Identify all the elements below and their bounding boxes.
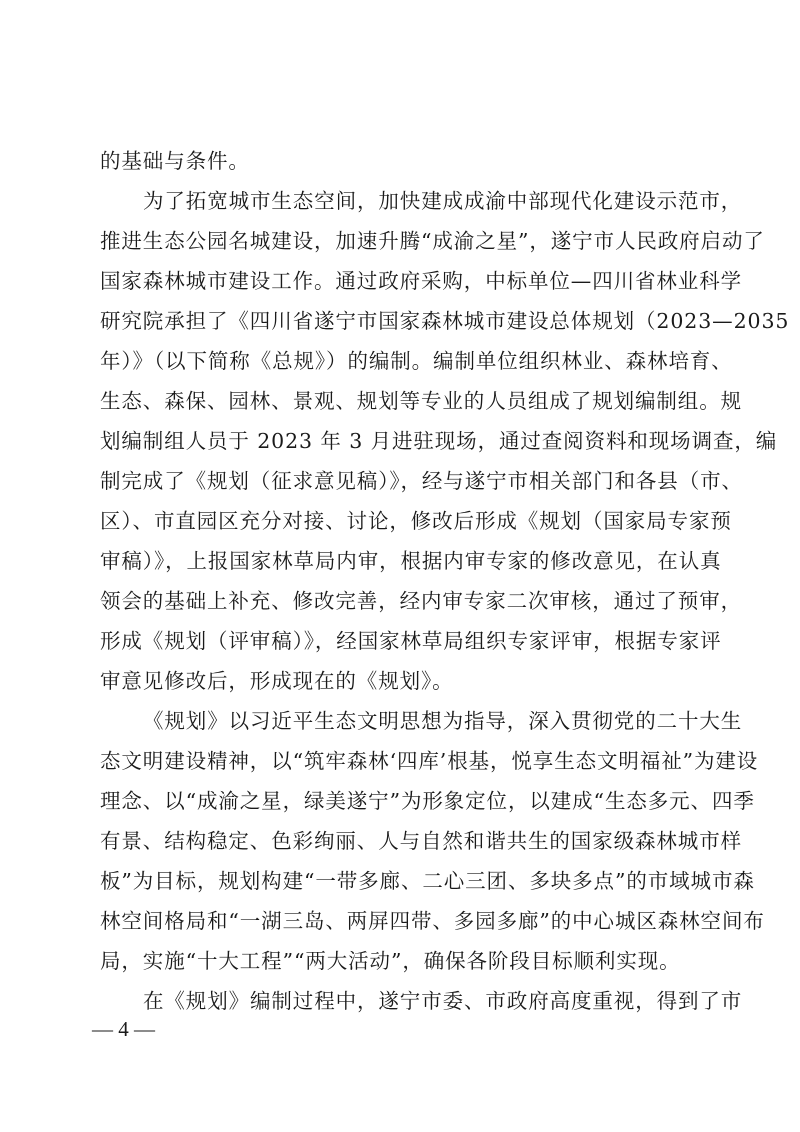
text-line: 板”为目标，规划构建“一带多廊、二心三团、多块多点”的市域城市森: [100, 869, 755, 893]
text-line: 划编制组人员于 2023 年 3 月进驻现场，通过查阅资料和现场调查，编: [100, 429, 778, 453]
paragraph-plan-summary: [100, 706, 765, 986]
text-line: 制完成了《规划（征求意见稿）》，经与遂宁市相关部门和各县（市、: [100, 469, 743, 493]
page-number: — 4 —: [92, 1017, 155, 1041]
text-line: 审意见修改后，形成现在的《规划》。: [100, 669, 454, 693]
text-line: 国家森林城市建设工作。通过政府采购，中标单位—四川省林业科学: [100, 269, 742, 293]
text-line: 有景、结构稳定、色彩绚丽、人与自然和谐共生的国家级森林城市样: [100, 829, 742, 853]
text-line: 在《规划》编制过程中，遂宁市委、市政府高度重视，得到了市: [143, 989, 743, 1013]
text-line: 的基础与条件。: [100, 149, 250, 173]
paragraph-background: [100, 186, 790, 706]
text-line: 领会的基础上补充、修改完善，经内审专家二次审核，通过了预审，: [100, 589, 742, 613]
paragraph-acknowledgement: [100, 986, 743, 1026]
text-line: 生态、森保、园林、景观、规划等专业的人员组成了规划编制组。规: [100, 389, 742, 413]
text-line: 区）、市直园区充分对接、讨论，修改后形成《规划（国家局专家预: [100, 509, 732, 533]
document-page: [100, 146, 790, 1026]
text-line: 研究院承担了《四川省遂宁市国家森林城市建设总体规划（2023—2035: [100, 309, 790, 333]
paragraph-continuation: [100, 146, 702, 186]
text-line: 为了拓宽城市生态空间，加快建成成渝中部现代化建设示范市，: [143, 189, 743, 213]
text-line: 局，实施“十大工程”“两大活动”，确保各阶段目标顺利实现。: [100, 949, 681, 973]
text-line: 态文明建设精神，以“筑牢森林‘四库’根基，悦享生态文明福祉”为建设: [100, 749, 759, 773]
text-line: 审稿）》，上报国家林草局内审，根据内审专家的修改意见，在认真: [100, 549, 722, 573]
text-line: 推进生态公园名城建设，加速升腾“成渝之星”，遂宁市人民政府启动了: [100, 229, 765, 253]
text-line: 《规划》以习近平生态文明思想为指导，深入贯彻党的二十大生: [143, 709, 743, 733]
text-line: 年）》（以下简称《总规》）的编制。编制单位组织林业、森林培育、: [100, 349, 733, 373]
text-line: 理念、以“成渝之星，绿美遂宁”为形象定位，以建成“生态多元、四季: [100, 789, 755, 813]
text-line: 形成《规划（评审稿）》，经国家林草局组织专家评审，根据专家评: [100, 629, 722, 653]
text-line: 林空间格局和“一湖三岛、两屏四带、多园多廊”的中心城区森林空间布: [100, 909, 765, 933]
